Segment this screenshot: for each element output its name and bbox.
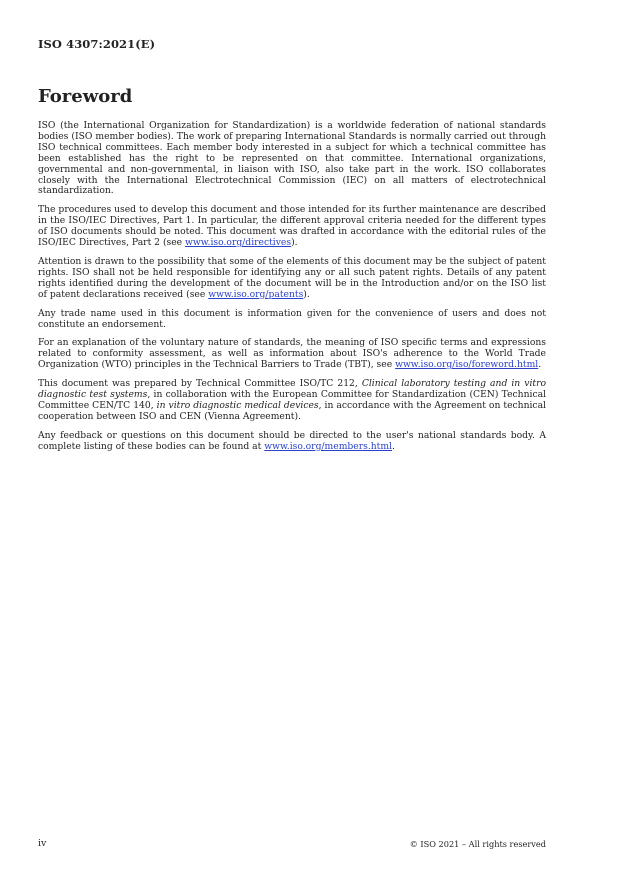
patents-link[interactable]: www.iso.org/patents [208,288,304,300]
foreword-link[interactable]: www.iso.org/iso/foreword.html [395,359,539,371]
paragraph-procedures-text: The procedures used to develop this document and those intended for its further maintenance are described in the ISO/IEC Directives, Part 1. In particular, the different approval criteria needed for the different types of ISO documents should be noted. This document was drafted in accordance with the editorial rules of the ISO/IEC Directives, Part 2 (see [38,204,546,249]
paragraph-patents-end: ). [303,288,310,300]
paragraph-iso-intro: ISO (the International Organization for Standardization) is a worldwide federation of national standards bodies (ISO member bodies). The work of preparing International Standards is normally carried out through ISO technical committees. Each member body interested in a subject for which a technical committee has been established has the right to be represented on that committee. International organizations, governmental and non-governmental, in liaison with ISO, also take part in the work. ISO collaborates closely with the International Electrotechnical Commission (IEC) on all matters of electrotechnical standardization. [38,120,546,197]
paragraph-voluntary-end: . [538,359,542,371]
paragraph-trade-name: Any trade name used in this document is information given for the convenience of users and does not constitute an endorsement. [38,307,546,330]
copyright-notice: © ISO 2021 – All rights reserved [409,839,546,849]
paragraph-procedures-end: ). [291,237,298,249]
paragraph-feedback-text: Any feedback or questions on this document should be directed to the user's national standards body. A complete listing of these bodies can be found at [38,429,546,452]
members-link[interactable]: www.iso.org/members.html [264,440,393,452]
page-title: Foreword [38,86,133,107]
cen-committee-title-italic: in vitro diagnostic medical devices [156,399,319,411]
committee-text-1: This document was prepared by Technical Committee ISO/TC 212, [38,378,362,390]
page-number: iv [38,838,47,849]
paragraph-patents [38,257,546,301]
paragraph-patents-text: Attention is drawn to the possibility that some of the elements of this document may be the subject of patent rights. ISO shall not be held responsible for identifying any or all such patent rights. Details of any patent rights identified during the development of the document will be in the Introduction and/or on the ISO list of patent declarations received (see [38,255,546,300]
committee-text-3: , in accordance with the Agreement on technical cooperation between ISO and CEN (Vienna Agreement). [38,399,546,422]
foreword-body [38,121,546,461]
paragraph-feedback-end: . [392,440,395,452]
paragraph-procedures [38,205,546,249]
paragraph-voluntary-text: For an explanation of the voluntary nature of standards, the meaning of ISO specific terms and expressions related to conformity assessment, as well as information about ISO's adherence to the World Trade Organization (WTO) principles in the Technical Barriers to Trade (TBT), see [38,337,546,371]
paragraph-feedback [38,431,546,453]
paragraph-voluntary-nature [38,338,546,371]
paragraph-committee [38,379,546,423]
document-id: ISO 4307:2021(E) [38,37,156,51]
committee-text-2: , in collaboration with the European Committee for Standardization (CEN) Technical Committee CEN/TC 140, [38,389,547,411]
directives-link[interactable]: www.iso.org/directives [185,237,292,249]
committee-title-italic: Clinical laboratory testing and in vitro diagnostic test systems [38,378,546,401]
